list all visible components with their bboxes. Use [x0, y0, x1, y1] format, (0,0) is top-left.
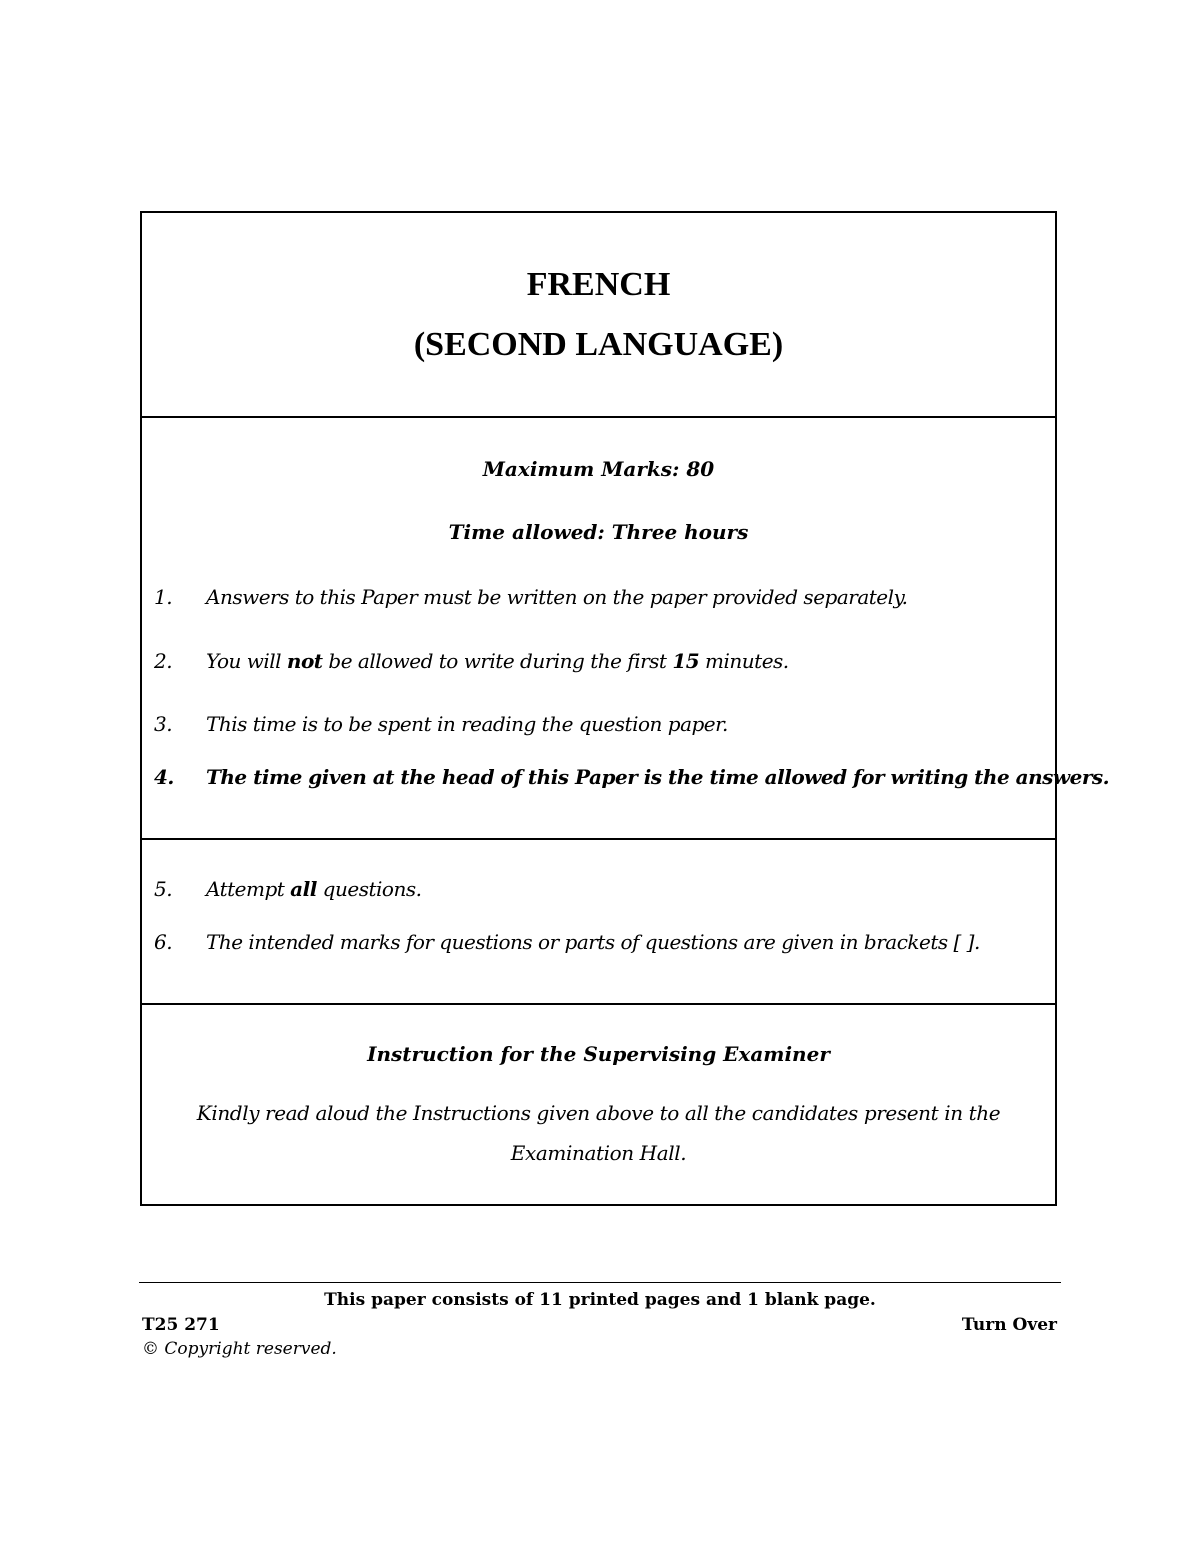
instruction-text: You will [206, 649, 287, 673]
instruction-text: The intended marks for questions or parts of questions are given in brackets [ ]. [206, 930, 980, 954]
paper-code: T25 271 [142, 1315, 220, 1335]
supervisor-heading: Instruction for the Supervising Examiner [367, 1042, 830, 1066]
instruction-3 [154, 711, 1045, 737]
instruction-number: 6. [154, 930, 173, 954]
subject-subtitle: (SECOND LANGUAGE) [413, 326, 784, 363]
title-section [142, 213, 1055, 418]
instruction-4 [154, 764, 1110, 790]
copyright-notice: © Copyright reserved. [142, 1339, 337, 1359]
instructions-box [140, 211, 1110, 1206]
instruction-number: 5. [154, 877, 173, 901]
instruction-6 [154, 929, 1045, 955]
instruction-emphasis: not [286, 649, 323, 673]
page-count-note: This paper consists of 11 printed pages and 1 blank page. [324, 1290, 876, 1310]
instruction-number: 4. [154, 765, 174, 789]
instruction-text: minutes. [699, 649, 789, 673]
footer-divider [139, 1282, 1061, 1283]
instruction-text: Attempt [206, 877, 291, 901]
supervisor-instruction [182, 1093, 1015, 1173]
instruction-number: 1. [154, 585, 173, 609]
instruction-text: be allowed to write during the first [322, 649, 673, 673]
instruction-5 [154, 876, 1045, 902]
supervisor-line-1: Kindly read aloud the Instructions given above to all the candidates present in the [196, 1101, 1001, 1125]
instruction-emphasis: 15 [672, 649, 700, 673]
maximum-marks: Maximum Marks: 80 [482, 457, 715, 481]
info-section [142, 418, 1110, 840]
supervisor-line-2: Examination Hall. [510, 1141, 687, 1165]
instruction-text: Answers to this Paper must be written on the paper provided separately. [206, 585, 908, 609]
turn-over-label: Turn Over [961, 1315, 1057, 1335]
subject-title: FRENCH [526, 266, 671, 303]
instruction-number: 3. [154, 712, 173, 736]
instruction-text: questions. [316, 877, 422, 901]
attempt-section [142, 840, 1055, 1005]
instruction-2 [154, 648, 1045, 674]
instruction-number: 2. [154, 649, 173, 673]
instruction-text: The time given at the head of this Paper is the time allowed for writing the answers. [206, 765, 1110, 789]
supervisor-section [142, 1005, 1055, 1204]
time-allowed: Time allowed: Three hours [448, 520, 749, 544]
instruction-1 [154, 584, 1045, 610]
instruction-emphasis: all [290, 877, 317, 901]
instruction-text: This time is to be spent in reading the question paper. [206, 712, 728, 736]
